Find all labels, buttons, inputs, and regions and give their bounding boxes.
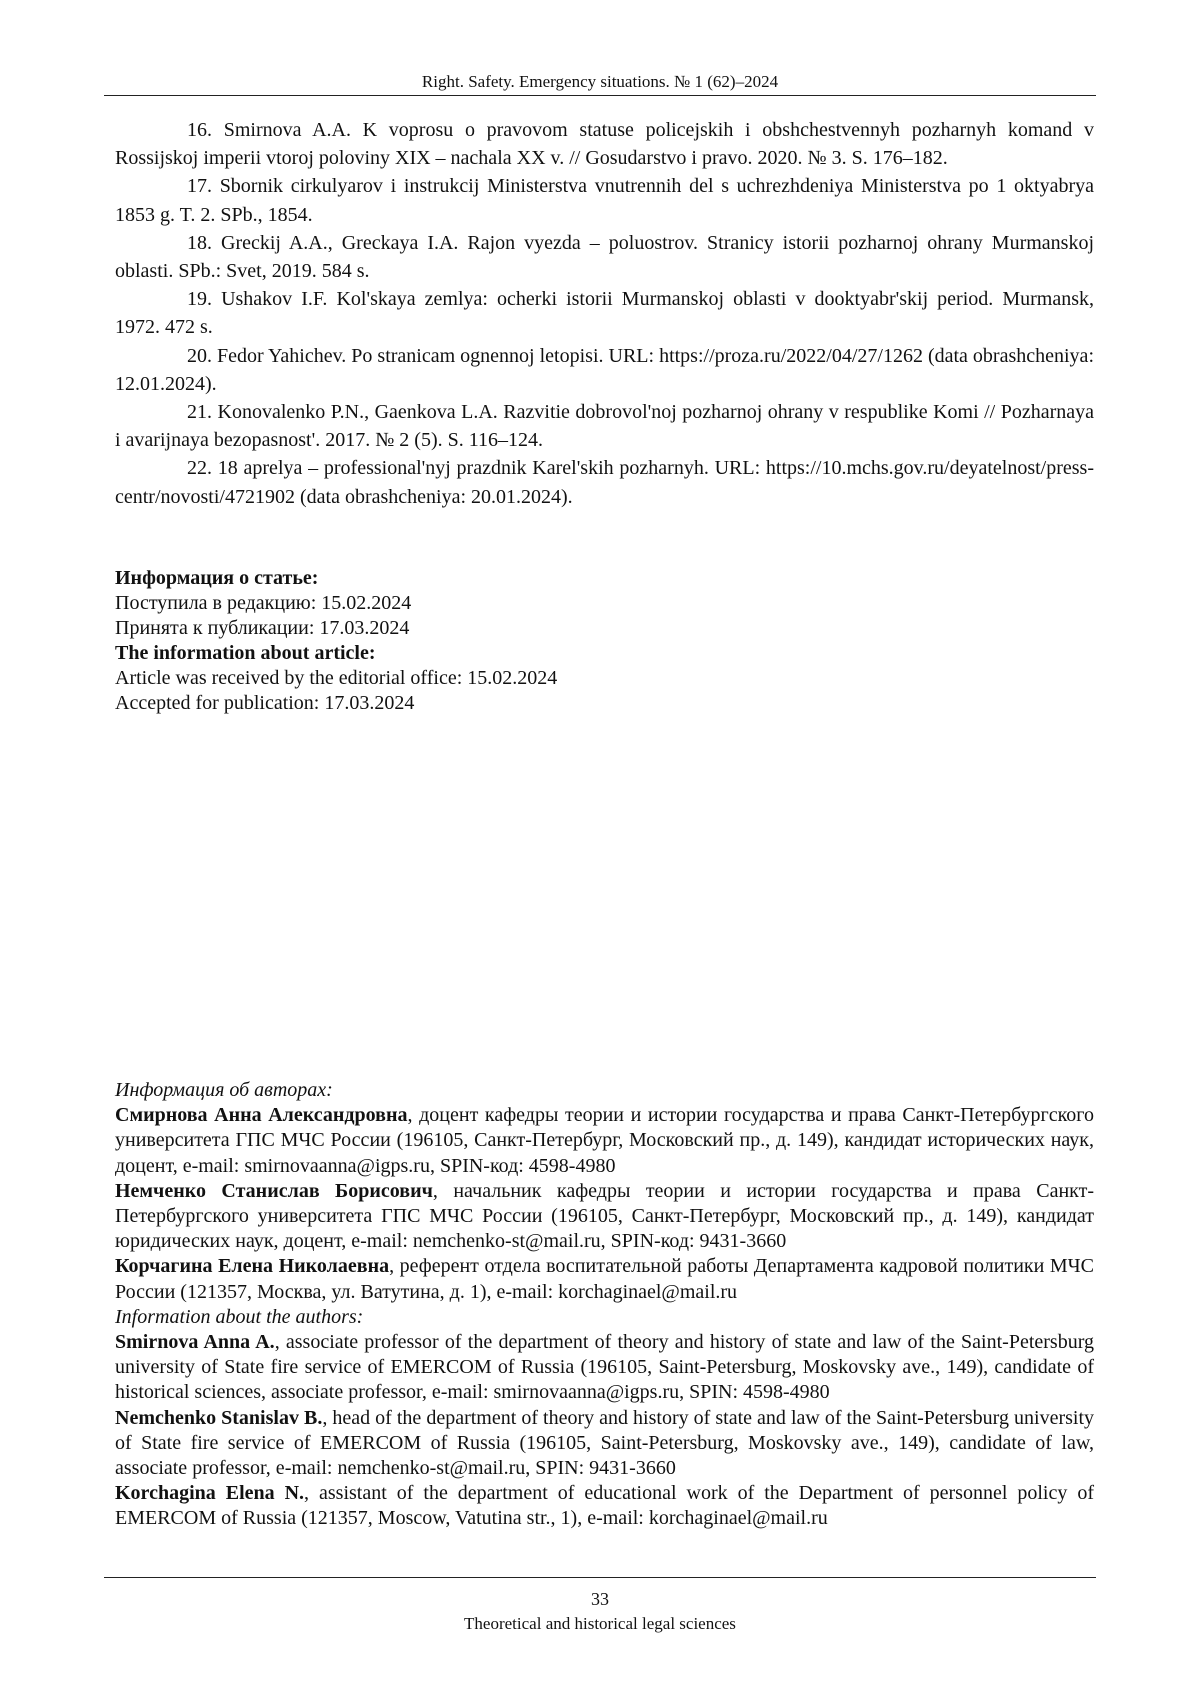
author-name: Корчагина Елена Николаевна: [115, 1255, 390, 1278]
reference-item: 19. Ushakov I.F. Kol'skaya zemlya: ocherki istorii Murmanskoj oblasti v dooktyabr'skij period. Murmansk, 1972. 472 s.: [115, 288, 1094, 339]
footer-rule: [104, 1577, 1096, 1578]
reference-item: 21. Konovalenko P.N., Gaenkova L.A. Razvitie dobrovol'noj pozharnoj ohrany v respublike Komi // Pozharnaya i avarijnaya bezopasnost'. 2017. № 2 (5). S. 116–124.: [115, 401, 1095, 452]
author-name: Nemchenko Stanislav B.: [115, 1406, 323, 1429]
page-number: 33: [591, 1589, 609, 1609]
author-name: Смирнова Анна Александровна: [115, 1104, 408, 1127]
author-entry: Немченко Станислав Борисович, начальник кафедры теории и истории государства и права Санкт-Петербургского университета ГПС МЧС России (196105, Санкт-Петербург, Московский пр., д. 149), кандидат юридических наук, доцент, e-mail: nemchenko-st@mail.ru, SPIN-код: 9431-3660: [115, 1179, 1094, 1253]
accepted-date-ru: Принята к публикации: 17.03.2024: [115, 617, 410, 639]
authors-heading-en: Information about the authors:: [115, 1305, 364, 1328]
authors-heading-ru: Информация об авторах:: [115, 1079, 333, 1101]
reference-item: 18. Greckij A.A., Greckaya I.A. Rajon vyezda – poluostrov. Stranicy istorii pozharnoj ohrany Murmanskoj oblasti. SPb.: Svet, 2019. 584 s.: [115, 231, 1095, 283]
running-footer: Theoretical and historical legal sciences: [464, 1614, 736, 1633]
reference-list: [115, 116, 1094, 511]
reference-item: 22. 18 aprelya – professional'nyj prazdnik Karel'skih pozharnyh. URL: https://10.mchs.gov.ru/deyatelnost/press-centr/novosti/4721902 (data obrashcheniya: 20.01.2024).: [115, 457, 1095, 508]
accepted-date-en: Accepted for publication: 17.03.2024: [115, 692, 415, 714]
reference-item: 17. Sbornik cirkulyarov i instrukcij Ministerstva vnutrennih del s uchrezhdeniya Ministerstva po 1 oktyabrya 1853 g. T. 2. SPb., 1854.: [115, 175, 1094, 226]
author-entry: Korchagina Elena N., assistant of the department of educational work of the Department of personnel policy of EMERCOM of Russia (121357, Moscow, Vatutina str., 1), e-mail: korchaginael@mail.ru: [115, 1482, 1094, 1530]
author-name: Korchagina Elena N.: [115, 1482, 305, 1505]
author-entry: Nemchenko Stanislav B., head of the department of theory and history of state and law of the Saint-Petersburg university of State fire service of EMERCOM of Russia (196105, Saint-Petersburg, Moskovsky ave., 149), candidate of law, associate professor, e-mail: nemchenko-st@mail.ru, SPIN: 9431-3660: [115, 1406, 1095, 1480]
reference-item: 16. Smirnova A.A. K voprosu o pravovom statuse policejskih i obshchestvennyh pozharnyh komand v Rossijskoj imperii vtoroj poloviny XIX – nachala XX v. // Gosudarstvo i pravo. 2020. № 3. S. 176–182.: [115, 119, 1094, 170]
article-info-heading-ru: Информация о статье:: [115, 567, 319, 589]
authors-info: [115, 1078, 1094, 1532]
article-info: [115, 566, 1094, 716]
author-entry: Корчагина Елена Николаевна, референт отдела воспитательной работы Департамента кадровой политики МЧС России (121357, Москва, ул. Ватутина, д. 1), e-mail: korchaginael@mail.ru: [115, 1255, 1095, 1303]
author-name: Smirnova Anna A.: [115, 1331, 275, 1354]
author-entry: Смирнова Анна Александровна, доцент кафедры теории и истории государства и права Санкт-Петербургского университета ГПС МЧС России (196105, Санкт-Петербург, Московский пр., д. 149), кандидат исторических наук, доцент, e-mail: smirnovaanna@igps.ru, SPIN-код: 4598-4980: [115, 1104, 1094, 1177]
received-date-ru: Поступила в редакцию: 15.02.2024: [115, 592, 412, 614]
author-entry: Smirnova Anna A., associate professor of the department of theory and history of state and law of the Saint-Petersburg university of State fire service of EMERCOM of Russia (196105, Saint-Petersburg, Moskovsky ave., 149), candidate of historical sciences, associate professor, e-mail: smirnovaanna@igps.ru, SPIN: 4598-4980: [115, 1331, 1094, 1404]
reference-item: 20. Fedor Yahichev. Po stranicam ognennoj letopisi. URL: https://proza.ru/2022/04/27/1262 (data obrashcheniya: 12.01.2024).: [115, 344, 1094, 395]
received-date-en: Article was received by the editorial office: 15.02.2024: [115, 667, 558, 689]
header-rule: [104, 95, 1096, 96]
running-header: Right. Safety. Emergency situations. № 1 (62)–2024: [421, 72, 779, 91]
article-info-heading-en: The information about article:: [115, 642, 376, 664]
author-name: Немченко Станислав Борисович: [115, 1179, 433, 1202]
